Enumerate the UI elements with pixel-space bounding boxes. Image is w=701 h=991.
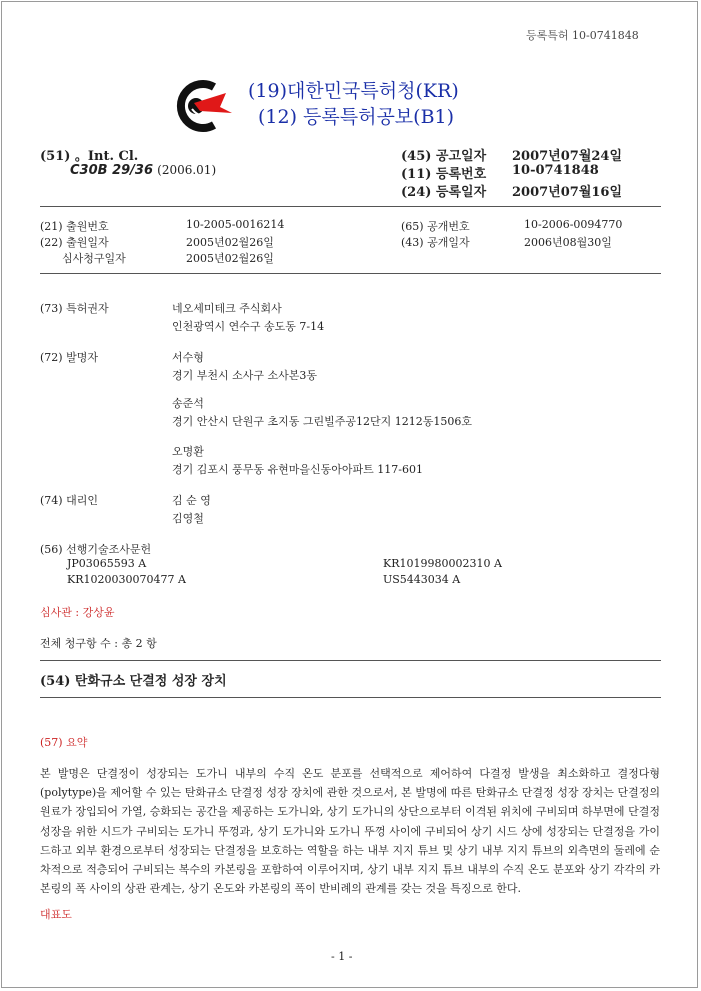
prior-art-doc: US5443034 A — [383, 573, 461, 586]
inventor-address: 경기 김포시 풍무동 유현마을신동아아파트 117-601 — [172, 463, 423, 476]
inventor-name: 오명환 — [172, 445, 204, 458]
int-cl-year: (2006.01) — [157, 163, 217, 177]
application-number-value: 10-2005-0016214 — [186, 218, 285, 231]
agent-name: 김 순 영 — [172, 494, 211, 507]
agent-name: 김영철 — [172, 512, 204, 525]
exam-request-date-label: 심사청구일자 — [62, 252, 126, 265]
registration-date-value: 2007년07월16일 — [512, 185, 623, 200]
inventor-label: (72) 발명자 — [40, 351, 98, 364]
patentee-name: 네오세미테크 주식회사 — [172, 302, 282, 315]
inventor-name: 서수형 — [172, 351, 204, 364]
publication-number-label: (65) 공개번호 — [401, 220, 470, 233]
prior-art-doc: JP03065593 A — [67, 557, 147, 570]
patentee-label: (73) 특허권자 — [40, 302, 109, 315]
agent-label: (74) 대리인 — [40, 494, 98, 507]
int-cl-code: C30B 29/36 — [70, 163, 153, 178]
publication-type: (12) 등록특허공보(B1) — [258, 106, 455, 128]
application-number-label: (21) 출원번호 — [40, 220, 109, 233]
application-date-value: 2005년02월26일 — [186, 236, 274, 249]
prior-art-doc: KR1020030070477 A — [67, 573, 186, 586]
registration-number-label: (11) 등록번호 — [401, 167, 487, 182]
divider — [40, 206, 661, 207]
document-number: 등록특허 10-0741848 — [526, 29, 639, 42]
invention-title: (54) 탄화규소 단결정 성장 장치 — [40, 674, 227, 689]
prior-art-label: (56) 선행기술조사문헌 — [40, 543, 152, 556]
kipo-logo-icon — [174, 79, 234, 133]
claims-total: 전체 청구항 수 : 총 2 항 — [40, 637, 157, 650]
announcement-date-value: 2007년07월24일 — [512, 149, 623, 164]
inventor-address: 경기 안산시 단원구 초지동 그린빌주공12단지 1212동1506호 — [172, 415, 472, 428]
publication-date-label: (43) 공개일자 — [401, 236, 470, 249]
examiner: 심사관 : 강상윤 — [40, 606, 115, 619]
registration-number-value: 10-0741848 — [512, 163, 599, 178]
divider — [40, 697, 661, 698]
int-cl-classification — [70, 163, 216, 178]
registration-date-label: (24) 등록일자 — [401, 185, 487, 200]
office-name: (19)대한민국특허청(KR) — [248, 80, 459, 102]
divider — [40, 273, 661, 274]
abstract-text: 본 발명은 단결정이 성장되는 도가니 내부의 수직 온도 분포를 선택적으로 제어하여 다결정 발생을 최소화하고 결정다형(polytype)을 제어할 수 있는 탄화규소 단결정 성장 장치에 관한 것으로서, 본 발명에 따른 탄화규소 단결정 성장 장치는 단결정의 원료가 장입되어 가열, 승화되는 공간을 제공하는 도가니와, 상기 도가니의 상단으로부터 이격된 위치에 구비되며 하부면에 단결정 성장을 위한 시드가 구비되는 도가니 뚜껑과, 상기 도가니와 도가니 뚜껑 사이에 구비되어 상기 시드 상에 성장되는 단결정을 가이드하고 외부 환경으로부터 성장되는 단결정을 보호하는 역할을 하는 내부 지지 튜브 및 상기 내부 지지 튜브의 외측면의 둘레에 순차적으로 적층되어 구비되는 복수의 카본링을 포함하여 이루어지며, 상기 내부 지지 튜브 내부의 수직 온도 분포와 상기 각각의 카본링의 폭 사이의 상관 관계는, 상기 온도와 카본링의 폭이 반비례의 관계를 갖는 것을 특징으로 한다. — [40, 767, 660, 896]
exam-request-date-value: 2005년02월26일 — [186, 252, 274, 265]
inventor-name: 송준석 — [172, 397, 204, 410]
divider — [40, 660, 661, 661]
publication-number-value: 10-2006-0094770 — [524, 218, 623, 231]
prior-art-doc: KR1019980002310 A — [383, 557, 502, 570]
representative-drawing-heading: 대표도 — [40, 908, 72, 921]
page-number: - 1 - — [331, 950, 353, 963]
publication-date-value: 2006년08월30일 — [524, 236, 612, 249]
announcement-date-label: (45) 공고일자 — [401, 149, 487, 164]
patentee-address: 인천광역시 연수구 송도동 7-14 — [172, 320, 325, 333]
application-date-label: (22) 출원일자 — [40, 236, 109, 249]
int-cl-label: (51) 。Int. Cl. — [40, 149, 139, 164]
inventor-address: 경기 부천시 소사구 소사본3동 — [172, 369, 317, 382]
abstract-heading: (57) 요약 — [40, 736, 88, 749]
